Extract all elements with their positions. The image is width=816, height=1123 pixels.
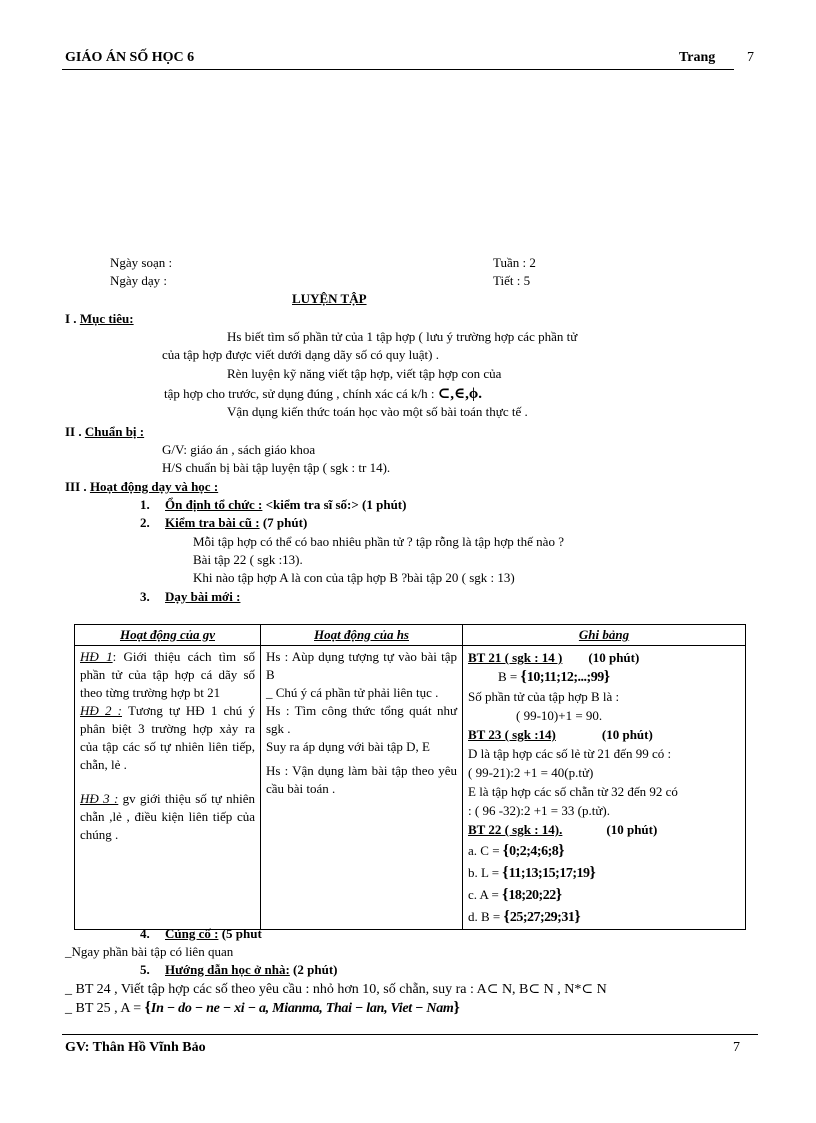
step3-num: 3. [140,589,150,604]
bt21-time: (10 phút) [588,650,640,665]
objective2-text: tập hợp cho trước, sử dụng đúng , chính xác cá k/h : [164,386,435,401]
gv-hd3 [80,790,255,844]
section2-num: II . [65,424,82,439]
brace-open: { [144,999,151,1016]
step4-num: 4. [140,926,150,941]
bt25-line [65,999,460,1017]
step4 [140,926,262,942]
gv-hd2 [80,702,255,774]
prep-gv: G/V: giáo án , sách giáo khoa [162,442,316,457]
tuan: Tuần : 2 [493,255,536,270]
hd2-label: HĐ 2 : [80,703,122,718]
bt21-label: BT 21 ( sgk : 14 ) [468,650,563,665]
prep-hs: H/S chuẩn bị bài tập luyện tập ( sgk : tr 14). [162,460,391,475]
header-gv: Hoạt động của gv [75,625,261,646]
set-d-values: 25;27;29;31 [509,910,575,925]
brace-open: { [503,908,510,925]
header-page-label: Trang [679,50,716,65]
gv-hd1 [80,648,255,702]
hd3-text: gv giới thiệu số tự nhiên chẵn ,lẻ , điều kiện liên tiếp của chúng . [80,791,255,842]
brace-close: } [574,908,581,925]
count-line: Số phần tử của tập hợp B là : [468,689,620,704]
step2 [140,515,307,531]
objective3: Vận dụng kiến thức toán học vào một số bài toán thực tế . [227,404,528,419]
set-b [468,667,740,687]
step2-label: Kiểm tra bài cũ : [165,515,260,530]
footer-page: 7 [733,1040,740,1055]
step1-rest: <kiểm tra sĩ số:> (1 phút) [265,497,407,512]
set-b-prefix: B = [498,669,518,684]
objective1-line2: của tập hợp được viết dưới dạng dãy số có quy luật) . [162,347,439,362]
e-line1: E là tập hợp các số chẵn từ 32 đến 92 có [468,784,678,799]
step1-label: Ổn định tổ chức : [165,497,263,512]
table-header-row [75,625,746,646]
set-a-prefix: c. A = [468,887,499,902]
set-symbols: ⊂,∈,ϕ. [437,386,482,402]
set-c-prefix: a. C = [468,843,500,858]
header-rule [62,69,734,70]
header-hs: Hoạt động của hs [261,625,463,646]
brace-close: } [558,842,565,859]
hs-p1: Hs : Aùp dụng tượng tự vào bài tập B [266,649,457,682]
bt22-time: (10 phút) [606,822,658,837]
section1-num: I . [65,311,77,326]
step5-label: Hướng dẫn học ở nhà: [165,962,290,977]
section3-num: III . [65,479,87,494]
brace-open: { [520,668,527,685]
section3-heading [65,479,218,495]
brace-close: } [603,668,611,685]
step3 [140,589,240,605]
ngay-day: Ngày dạy : [110,273,168,288]
cell-hs [261,646,463,930]
step2-line2: Bài tập 22 ( sgk :13). [193,552,303,567]
set-l-values: 11;13;15;17;19 [508,866,590,881]
step2-num: 2. [140,515,150,530]
d-line1: D là tập hợp các số lẻ từ 21 đến 99 có : [468,746,672,761]
table-row [75,646,746,930]
objective1-line1: Hs biết tìm số phần tử của 1 tập hợp ( lưu ý trường hợp các phần tử [227,329,578,344]
hs-p2: _ Chú ý cá phần tử phải liên tục . [266,685,439,700]
cell-gv [75,646,261,930]
bt22-label: BT 22 ( sgk : 14). [468,822,563,837]
set-b-values: 10;11;12;...;99 [526,670,604,685]
cell-ghibang [463,646,746,930]
brace-close: } [453,999,460,1016]
step5-num: 5. [140,962,150,977]
brace-open: { [502,886,509,903]
ngay-soan: Ngày soạn : [110,255,173,270]
set-a-values: 18;20;22 [508,888,556,903]
step2-line3: Khi nào tập hợp A là con của tập hợp B ?bài tập 20 ( sgk : 13) [193,570,515,585]
section1-heading [65,311,134,327]
hs-p3: Hs : Tìm công thức tổng quát như sgk . [266,703,457,736]
step1 [140,497,406,513]
footer-rule [62,1034,758,1035]
set-c-values: 0;2;4;6;8 [509,844,559,859]
brace-open: { [502,864,509,881]
step1-num: 1. [140,497,150,512]
header-title: GIÁO ÁN SỐ HỌC 6 [65,50,195,65]
section2-title: Chuẩn bị : [84,424,145,439]
bt21-heading [468,648,740,667]
section2-heading [65,424,144,440]
bt25-set: In − do − ne − xi − a, Mianma, Thai − lan, Viet − Nam [150,1001,454,1016]
hd1-text: : Giới thiệu cách tìm số phần tử của tập hợp cá dãy số theo từng trường hợp bt 21 [80,649,256,700]
hd1-label: HĐ 1 [80,649,113,664]
bt22-heading [468,820,740,839]
section1-title: Mục tiêu: [79,311,134,326]
step5-rest: (2 phút) [293,962,338,977]
brace-close: } [589,864,596,881]
set-l-prefix: b. L = [468,865,500,880]
e-line2: : ( 96 -32):2 +1 = 33 (p.tử). [468,803,610,818]
objective2-line1: Rèn luyện kỹ năng viết tập hợp, viết tập hợp con của [227,366,502,381]
bt23-time: (10 phút) [601,727,653,742]
step3-label: Dạy bài mới : [165,589,241,604]
lesson-title: LUYỆN TẬP [292,291,367,306]
brace-open: { [502,842,510,859]
activity-table [74,624,746,930]
hd2-text: Tương tự HĐ 1 chú ý phân biệt 3 trường hợp xảy ra của tập các số tự nhiên liên tiếp, chẵn, lẻ . [80,703,255,772]
step4-label: Củng cố : [165,926,219,941]
hs-p5: Hs : Vận dụng làm bài tập theo yêu cầu bài toán . [266,763,457,796]
set-d-prefix: d. B = [468,909,501,924]
header-ghibang: Ghi bảng [463,625,746,646]
hs-p4: Suy ra áp dụng với bài tập D, E [266,739,430,754]
footer-teacher: GV: Thân Hồ Vĩnh Bảo [65,1040,206,1055]
bt23-heading [468,725,740,744]
d-line2: ( 99-21):2 +1 = 40(p.tử) [468,765,594,780]
set-d [468,907,740,927]
set-l [468,863,740,883]
step2-rest: (7 phút) [262,515,308,530]
brace-close: } [555,886,563,903]
count-calc: ( 99-10)+1 = 90. [516,708,603,723]
hd3-label: HĐ 3 : [80,791,119,806]
set-c [468,841,740,861]
set-a [468,885,740,905]
step2-line1: Mỗi tập hợp có thể có bao nhiêu phần tử ? tập rỗng là tập hợp thế nào ? [193,534,564,549]
bt23-label: BT 23 ( sgk :14) [468,727,556,742]
step4-text: _Ngay phần bài tập có liên quan [65,944,234,959]
header-page-number: 7 [747,50,754,65]
tiet: Tiết : 5 [493,273,531,288]
objective2-line2 [164,384,482,403]
bt24-line: _ BT 24 , Viết tập hợp các số theo yêu cầu : nhỏ hơn 10, số chẵn, suy ra : A⊂ N, B⊂ N , N*⊂ N [65,982,607,997]
section3-title: Hoạt động dạy và học : [89,479,219,494]
step4-rest: (5 phut [221,926,262,941]
bt25-prefix: _ BT 25 , A = [65,1001,142,1016]
step5 [140,962,337,978]
